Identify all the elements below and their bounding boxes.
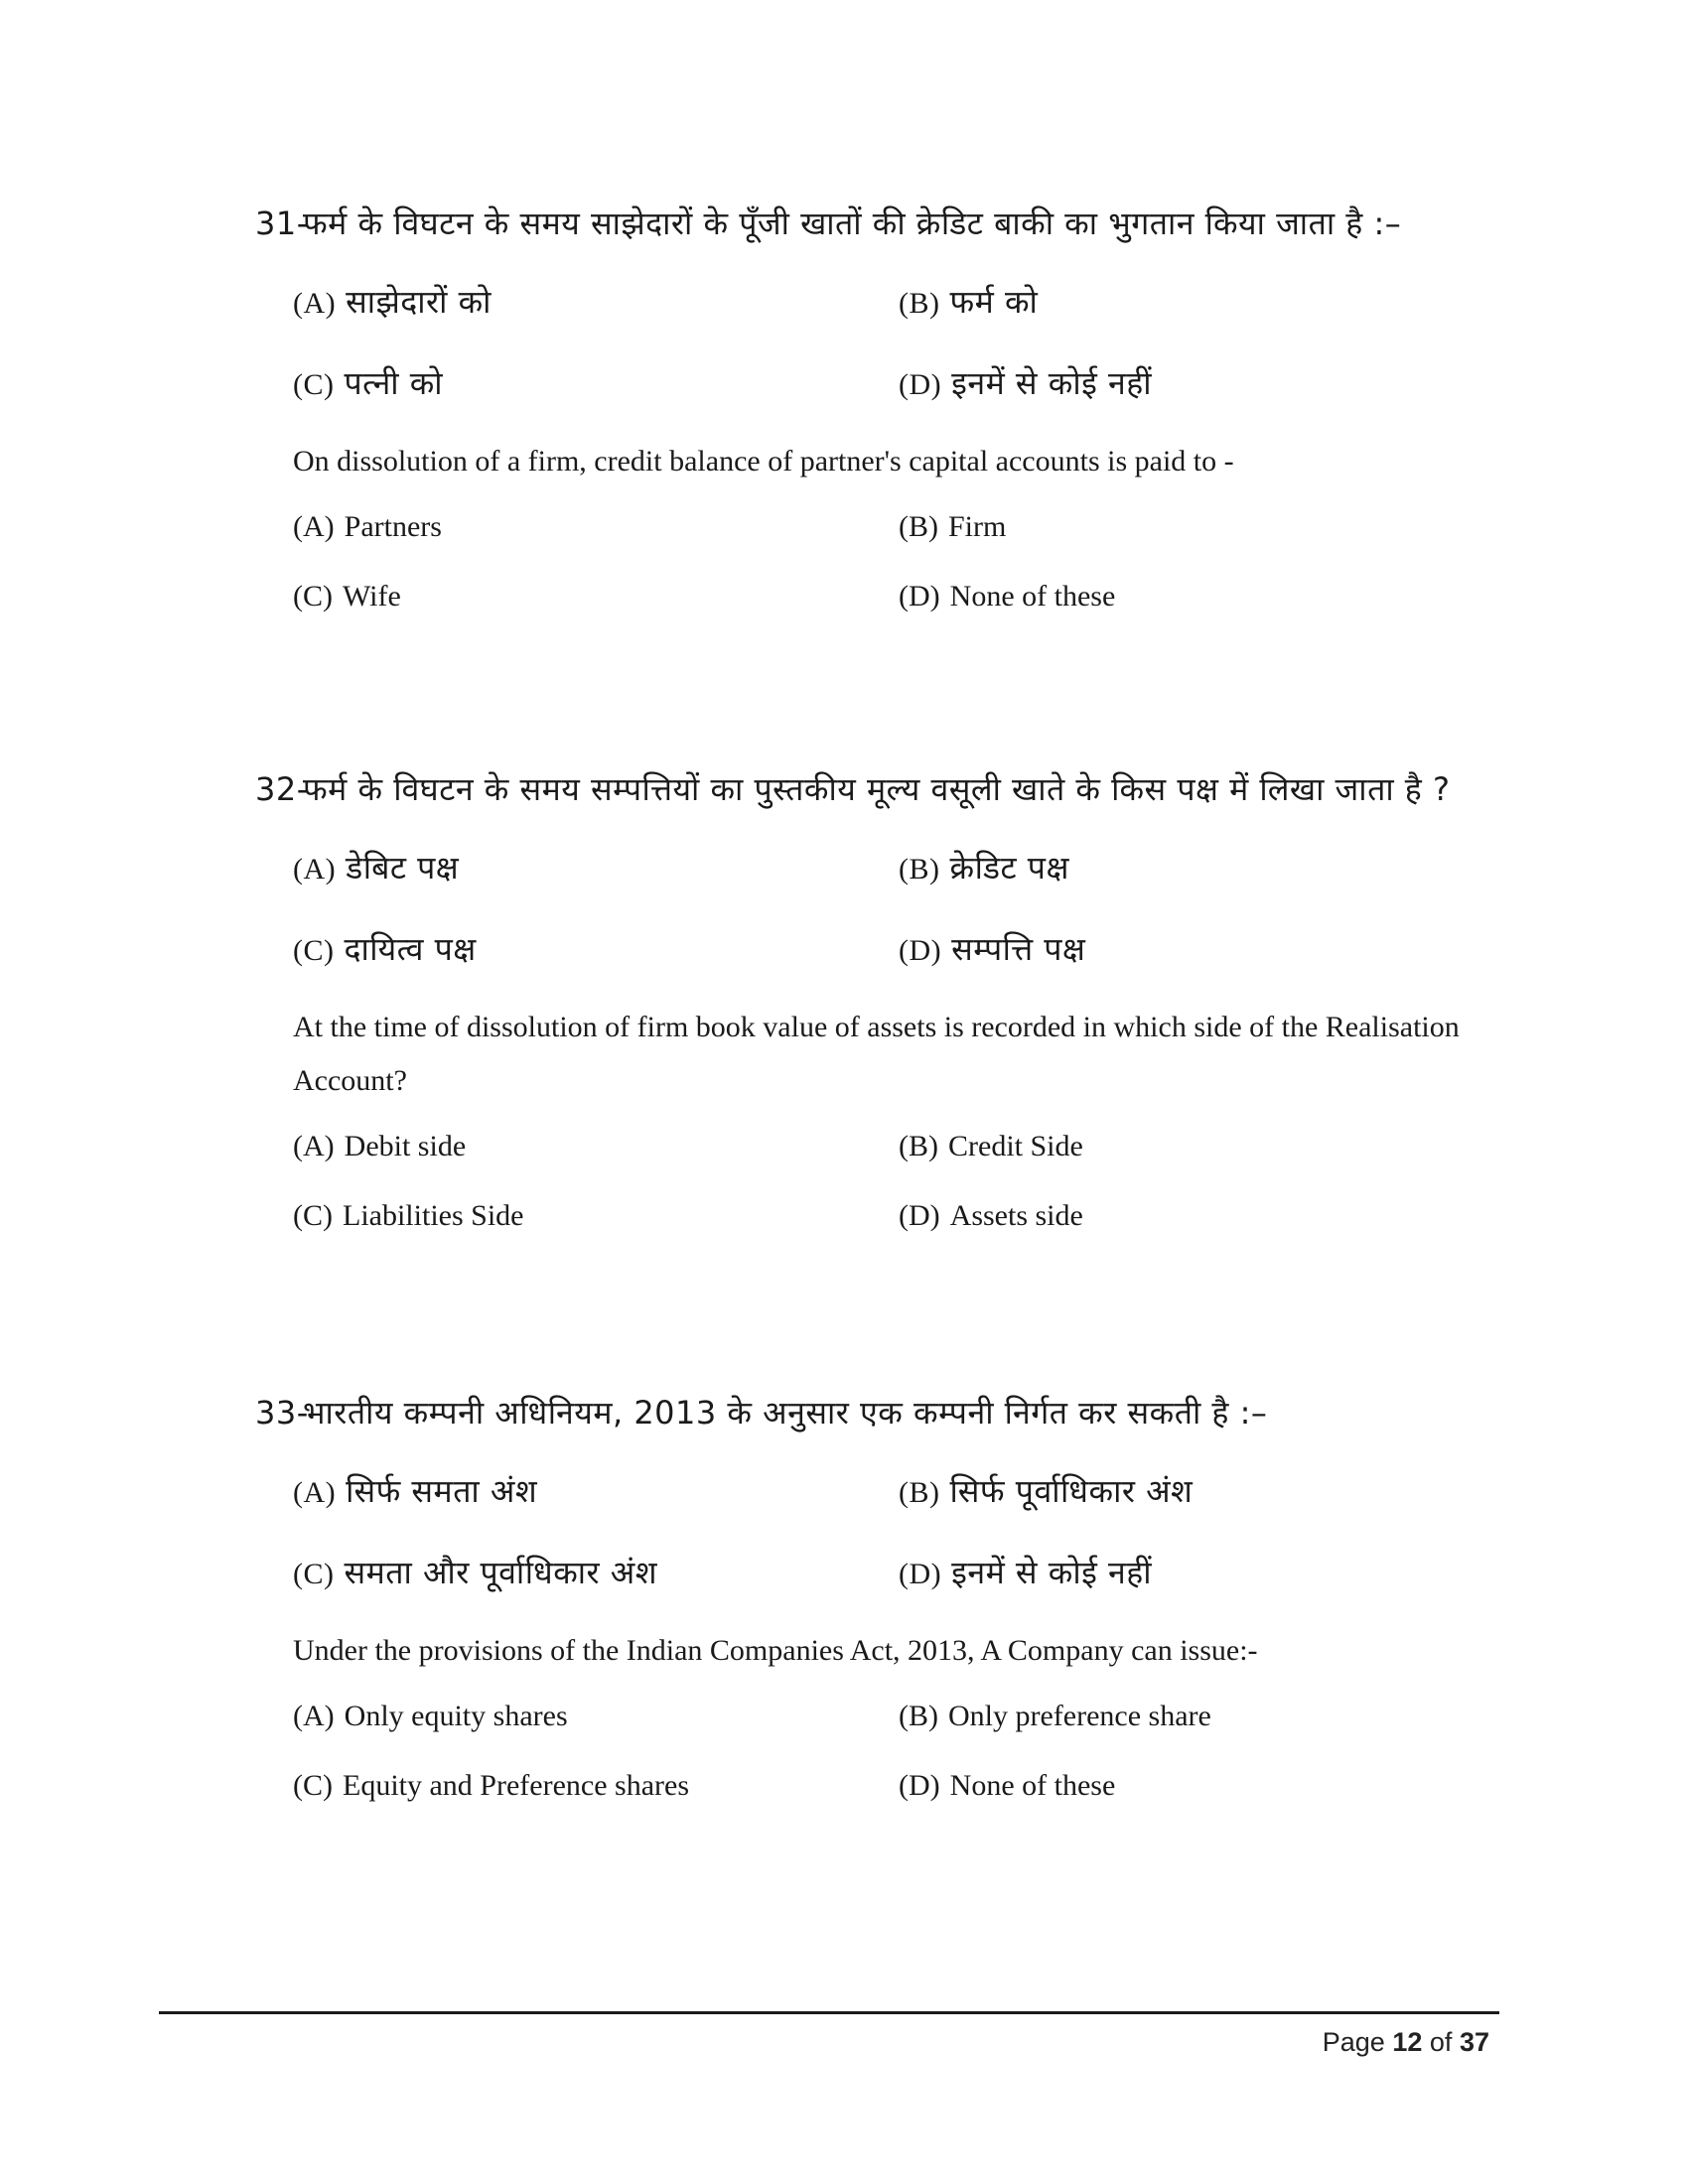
option-d: (D) इनमें से कोई नहीं (899, 364, 1153, 402)
option-c: (C) Wife (293, 580, 401, 613)
option-b: (B) Credit Side (899, 1130, 1083, 1162)
footer-divider (159, 2011, 1499, 2014)
question-hindi-text: फर्म के विघटन के समय सम्पत्तियों का पुस्तकीय मूल्य वसूली खाते के किस पक्ष में लिखा जाता है ? (303, 770, 1451, 808)
option-b: (B) फर्म को (899, 283, 1039, 321)
option-c: (C) समता और पूर्वाधिकार अंश (293, 1554, 658, 1591)
question-english-text: On dissolution of a firm, credit balance of partner's capital accounts is paid to - (293, 445, 1234, 478)
question-english-text: Under the provisions of the Indian Companies Act, 2013, A Company can issue:- (293, 1634, 1258, 1667)
english-options (293, 492, 1486, 631)
option-b: (B) Only preference share (899, 1700, 1211, 1732)
option-b: (B) क्रेडिट पक्ष (899, 849, 1069, 887)
option-a: (A) Debit side (293, 1130, 467, 1162)
option-c: (C) Equity and Preference shares (293, 1769, 690, 1802)
option-a: (A) डेबिट पक्ष (293, 849, 460, 887)
option-d: (D) Assets side (899, 1199, 1083, 1232)
hindi-options (293, 262, 1486, 425)
question-number: 33- (255, 1394, 309, 1432)
option-c: (C) दायित्व पक्ष (293, 930, 477, 968)
option-a: (A) साझेदारों को (293, 283, 492, 321)
page-number: Page 12 of 37 (1322, 2027, 1489, 2057)
question-hindi-stem (255, 756, 1486, 822)
question-number: 32- (255, 770, 309, 808)
hindi-options (293, 1451, 1486, 1614)
option-d: (D) None of these (899, 1769, 1116, 1802)
hindi-options (293, 828, 1486, 991)
question-32 (255, 756, 1486, 1251)
option-c: (C) पत्नी को (293, 364, 444, 402)
option-d: (D) इनमें से कोई नहीं (899, 1554, 1153, 1591)
question-hindi-stem (255, 191, 1486, 256)
option-b: (B) Firm (899, 510, 1007, 543)
question-hindi-text: फर्म के विघटन के समय साझेदारों के पूँजी खातों की क्रेडिट बाकी का भुगतान किया जाता है :– (303, 205, 1402, 242)
option-c: (C) Liabilities Side (293, 1199, 524, 1232)
question-english-text: At the time of dissolution of firm book value of assets is recorded in which side of the Realisation Account? (293, 1011, 1460, 1097)
question-hindi-text: भारतीय कम्पनी अधिनियम, 2013 के अनुसार एक कम्पनी निर्गत कर सकती है :– (303, 1394, 1268, 1432)
question-33 (255, 1380, 1486, 1821)
option-d: (D) सम्पत्ति पक्ष (899, 930, 1086, 968)
option-a: (A) Only equity shares (293, 1700, 568, 1732)
option-a: (A) सिर्फ समता अंश (293, 1472, 538, 1510)
option-a: (A) Partners (293, 510, 442, 543)
question-hindi-stem (255, 1380, 1486, 1445)
english-options (293, 1682, 1486, 1821)
english-options (293, 1112, 1486, 1251)
option-d: (D) None of these (899, 580, 1116, 613)
question-31 (255, 191, 1486, 631)
option-b: (B) सिर्फ पूर्वाधिकार अंश (899, 1472, 1194, 1510)
question-number: 31- (255, 205, 309, 242)
